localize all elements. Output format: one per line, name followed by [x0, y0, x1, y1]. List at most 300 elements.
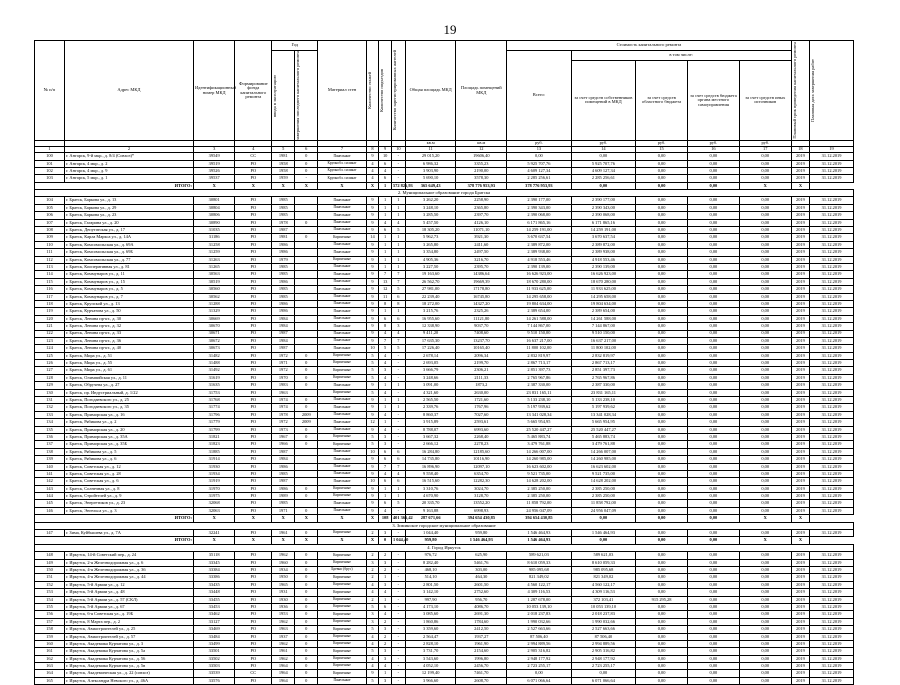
table-cell: 9: [366, 426, 379, 433]
total-cell: X: [791, 515, 809, 522]
table-cell: 0: [295, 655, 318, 662]
table-cell: 5: [391, 227, 405, 234]
table-cell: [295, 204, 318, 211]
table-cell: 0,00: [636, 234, 688, 241]
table-cell: 147: [35, 530, 65, 537]
table-cell: 108: [35, 227, 65, 234]
total-cell: X: [295, 182, 318, 189]
table-cell: 3 543,60: [405, 655, 456, 662]
table-cell: -: [391, 411, 405, 418]
table-cell: 1 990 032,66: [571, 618, 636, 625]
table-cell: 9: [366, 212, 379, 219]
table-cell: 6 071 066,64: [507, 677, 572, 684]
table-row: [35, 360, 854, 367]
table-cell: Панельные: [318, 219, 366, 226]
table-cell: 33503: [193, 663, 234, 670]
table-cell: [295, 249, 318, 256]
table-cell: 2 385 250,00: [507, 485, 572, 492]
table-cell: 31.12.2019: [810, 197, 854, 204]
table-cell: Кирпичные: [318, 367, 366, 374]
header-owners-funds: за счет средств собственников помещений в МКД: [571, 60, 636, 140]
table-cell: 2691,30: [456, 611, 507, 618]
address-cell: г. Иркутск, 5-й Армии ул., д. 12: [64, 581, 193, 588]
table-cell: 0,00: [739, 663, 791, 670]
table-cell: 0,00: [687, 212, 739, 219]
table-cell: 105: [35, 204, 65, 211]
table-cell: РО: [235, 581, 272, 588]
table-cell: 3: [391, 323, 405, 330]
table-cell: 1930: [272, 596, 295, 603]
table-cell: Панельные: [318, 456, 366, 463]
table-cell: Кирпичные: [318, 640, 366, 647]
table-cell: 0,00: [636, 640, 688, 647]
total-cell: X: [272, 182, 295, 189]
table-cell: 1958: [272, 167, 295, 174]
table-row: [35, 404, 854, 411]
table-cell: 9: [366, 153, 379, 160]
table-cell: 0: [295, 611, 318, 618]
table-cell: 1: [391, 234, 405, 241]
table-cell: 0,00: [739, 204, 791, 211]
table-cell: Кирпичные: [318, 596, 366, 603]
table-cell: Панельные: [318, 241, 366, 248]
table-cell: 30801: [193, 197, 234, 204]
table-cell: 136: [35, 433, 65, 440]
table-cell: 2411,60: [456, 241, 507, 248]
table-cell: 1953: [272, 611, 295, 618]
table-cell: 0,00: [636, 382, 688, 389]
table-cell: [295, 286, 318, 293]
table-cell: 0,00: [687, 567, 739, 574]
table-cell: 2 867 713,17: [571, 360, 636, 367]
table-cell: 0,00: [571, 670, 636, 677]
table-cell: 1 990 032,66: [507, 618, 572, 625]
table-cell: 2395,70: [456, 263, 507, 270]
table-cell: 141: [35, 470, 65, 477]
table-cell: 0,00: [687, 530, 739, 537]
table-cell: 0,00: [636, 256, 688, 263]
table-row: [35, 323, 854, 330]
table-cell: 2019: [791, 227, 809, 234]
table-cell: 959,80: [456, 530, 507, 537]
table-cell: Панельные: [318, 153, 366, 160]
table-cell: Кирпичные: [318, 389, 366, 396]
table-cell: 12282,30: [456, 478, 507, 485]
address-cell: г. Братск, Советская ул., д. 28: [64, 470, 193, 477]
table-cell: 0,00: [636, 633, 688, 640]
table-cell: 6: [391, 315, 405, 322]
table-cell: 13: [379, 278, 392, 285]
table-cell: 3: [379, 581, 392, 588]
table-cell: 31.12.2019: [810, 175, 854, 182]
table-cell: 31619: [193, 374, 234, 381]
table-cell: 2019: [791, 345, 809, 352]
table-cell: 0,00: [687, 160, 739, 167]
table-cell: 10: [366, 478, 379, 485]
table-cell: 2019: [791, 204, 809, 211]
table-cell: 0,00: [636, 530, 688, 537]
total-cell: X: [739, 515, 791, 522]
table-cell: 0,00: [636, 448, 688, 455]
table-cell: 2019: [791, 219, 809, 226]
table-cell: 0,00: [636, 278, 688, 285]
table-cell: 31.12.2019: [810, 345, 854, 352]
table-cell: 1963: [272, 389, 295, 396]
table-cell: 139: [35, 456, 65, 463]
table-cell: Панельные: [318, 500, 366, 507]
table-row: [35, 456, 854, 463]
table-cell: 11 800 102,00: [571, 345, 636, 352]
table-cell: 30669: [193, 315, 234, 322]
table-cell: 0,00: [636, 677, 688, 684]
table-cell: 0,00: [739, 611, 791, 618]
table-cell: 0,00: [687, 374, 739, 381]
header-number: № п/п: [35, 41, 65, 141]
header-other-sources: за счет средств иных источников: [739, 60, 791, 140]
table-cell: 0,00: [739, 323, 791, 330]
table-cell: 0,00: [636, 167, 688, 174]
table-cell: 31.12.2019: [810, 293, 854, 300]
table-cell: 110: [35, 241, 65, 248]
table-cell: 31.12.2019: [810, 596, 854, 603]
table-cell: 0,00: [636, 323, 688, 330]
address-cell: г. Братск, Энергетиков ул., д. 23: [64, 500, 193, 507]
table-cell: 2019: [791, 382, 809, 389]
total-cell: X: [295, 515, 318, 522]
column-number: 8: [366, 147, 379, 153]
table-cell: Кирпичные: [318, 655, 366, 662]
table-cell: 7: [391, 271, 405, 278]
table-cell: 2 801,50: [405, 581, 456, 588]
table-cell: 31.12.2019: [810, 367, 854, 374]
table-cell: 0: [295, 640, 318, 647]
header-fund: Формирование фонда капитального ремонта: [235, 41, 272, 141]
table-cell: 30560: [193, 286, 234, 293]
table-cell: Панельные: [318, 463, 366, 470]
table-cell: 1987: [272, 227, 295, 234]
table-cell: 8 788,07: [405, 426, 456, 433]
table-cell: 1: [391, 197, 405, 204]
table-cell: 31482: [193, 352, 234, 359]
address-cell: г. Братск, Обручева ул., д. 27: [64, 382, 193, 389]
header-planned-date: Плановая дата завершения работ: [810, 59, 816, 123]
table-cell: РО: [235, 567, 272, 574]
table-cell: 158: [35, 626, 65, 633]
table-cell: 0,00: [636, 589, 688, 596]
total-cell: X: [318, 537, 366, 544]
table-cell: 14 261 588,00: [571, 315, 636, 322]
table-cell: 0,00: [636, 507, 688, 514]
table-cell: 148: [35, 552, 65, 559]
table-cell: РО: [235, 337, 272, 344]
table-cell: 0: [295, 485, 318, 492]
table-cell: РО: [235, 618, 272, 625]
table-cell: РО: [235, 197, 272, 204]
table-cell: 0,00: [739, 241, 791, 248]
table-cell: 7: [391, 463, 405, 470]
table-row: [35, 345, 854, 352]
table-cell: Панельные: [318, 330, 366, 337]
table-cell: 7: [379, 271, 392, 278]
table-cell: 0,00: [739, 404, 791, 411]
table-cell: 31799: [193, 426, 234, 433]
table-cell: 3 731,70: [405, 648, 456, 655]
table-cell: РО: [235, 175, 272, 182]
table-cell: 2019: [791, 352, 809, 359]
table-cell: -: [391, 167, 405, 174]
table-cell: 1: [391, 308, 405, 315]
table-cell: 0: [295, 360, 318, 367]
table-cell: -: [391, 153, 405, 160]
table-cell: 0,00: [636, 263, 688, 270]
table-cell: 31.12.2019: [810, 300, 854, 307]
table-cell: [295, 315, 318, 322]
table-cell: 7: [379, 463, 392, 470]
table-cell: Панельные: [318, 411, 366, 418]
table-cell: 6 171 865,16: [507, 219, 572, 226]
table-cell: 0,00: [687, 663, 739, 670]
table-cell: 22 239,40: [405, 293, 456, 300]
table-cell: Кирпичные: [318, 530, 366, 537]
table-cell: -: [391, 670, 405, 677]
table-cell: 9: [366, 382, 379, 389]
column-number: 11: [405, 147, 456, 153]
table-cell: 31.12.2019: [810, 559, 854, 566]
table-cell: 39519: [193, 160, 234, 167]
table-cell: 1: [391, 263, 405, 270]
table-cell: 1984: [272, 337, 295, 344]
table-cell: 152: [35, 581, 65, 588]
table-cell: 115: [35, 278, 65, 285]
table-cell: 4 173,10: [405, 603, 456, 610]
table-cell: 30804: [193, 204, 234, 211]
table-cell: 31.12.2019: [810, 212, 854, 219]
table-cell: 0,00: [687, 300, 739, 307]
table-cell: 0,00: [687, 611, 739, 618]
table-cell: 31975: [193, 493, 234, 500]
table-cell: 976,72: [405, 552, 456, 559]
table-row: [35, 433, 854, 440]
table-cell: 16 623 602,00: [507, 463, 572, 470]
header-cost-group: Стоимость капитального ремонта: [507, 41, 792, 51]
table-cell: 0,00: [687, 633, 739, 640]
total-cell: X: [318, 182, 366, 189]
table-cell: 0,00: [739, 552, 791, 559]
table-cell: 0,00: [739, 426, 791, 433]
table-cell: РО: [235, 507, 272, 514]
table-cell: 4: [379, 470, 392, 477]
table-cell: 5: [366, 352, 379, 359]
total-cell: 959,80: [405, 537, 456, 544]
table-cell: 10 053 139,10: [571, 603, 636, 610]
table-cell: 31885: [193, 448, 234, 455]
table-cell: 33502: [193, 655, 234, 662]
table-cell: 11071,10: [456, 227, 507, 234]
table-cell: 39537: [193, 175, 234, 182]
table-cell: 9 411,20: [405, 330, 456, 337]
table-cell: 0,00: [739, 175, 791, 182]
table-cell: 8 610 059,33: [507, 559, 572, 566]
table-cell: 1: [379, 263, 392, 270]
table-cell: 1985: [272, 263, 295, 270]
table-cell: -: [391, 655, 405, 662]
table-cell: 0,00: [687, 204, 739, 211]
total-cell: 0,00: [571, 537, 636, 544]
table-cell: РО: [235, 352, 272, 359]
table-cell: 1: [379, 382, 392, 389]
table-cell: 6: [391, 448, 405, 455]
table-cell: 122: [35, 330, 65, 337]
table-cell: РО: [235, 463, 272, 470]
table-cell: 2019: [791, 293, 809, 300]
table-cell: 1: [379, 204, 392, 211]
table-cell: 31.12.2019: [810, 633, 854, 640]
table-cell: 12 199,40: [405, 670, 456, 677]
total-cell: X: [791, 537, 809, 544]
table-cell: 17178,80: [456, 286, 507, 293]
table-cell: 956,70: [456, 596, 507, 603]
table-cell: 0: [295, 552, 318, 559]
table-cell: Кирпичные: [318, 603, 366, 610]
address-cell: г. Братск, Ленина пр-кт., д. 30: [64, 315, 193, 322]
table-cell: 1974: [272, 404, 295, 411]
table-cell: 1767,96: [456, 404, 507, 411]
table-cell: 0,00: [687, 382, 739, 389]
table-cell: 33384: [193, 567, 234, 574]
table-cell: 821 349,02: [571, 574, 636, 581]
table-cell: 0,00: [739, 397, 791, 404]
table-cell: 6 171 865,16: [571, 219, 636, 226]
table-cell: 33539: [193, 670, 234, 677]
table-cell: 19606,40: [456, 153, 507, 160]
header-total-area: Общая площадь МКД: [405, 41, 456, 141]
address-cell: г. Братск, Курчатова ул., д. 50: [64, 308, 193, 315]
table-cell: [295, 256, 318, 263]
address-cell: г. Братск, Депутатская ул., д. 17: [64, 227, 193, 234]
table-cell: 3 227,50: [405, 263, 456, 270]
table-cell: 1962: [272, 655, 295, 662]
table-cell: 14: [366, 234, 379, 241]
table-cell: 4: [379, 389, 392, 396]
table-cell: 31.12.2019: [810, 648, 854, 655]
table-cell: 31.12.2019: [810, 589, 854, 596]
table-cell: 1971: [272, 507, 295, 514]
header-year-group: Год: [272, 41, 318, 51]
table-cell: 3 670 637,54: [507, 234, 572, 241]
table-cell: Кирпичные: [318, 670, 366, 677]
table-cell: 0,00: [739, 293, 791, 300]
table-cell: 2 018 237,83: [507, 611, 572, 618]
table-cell: 30562: [193, 293, 234, 300]
table-cell: 2 693,05: [405, 360, 456, 367]
table-cell: 18 305,20: [405, 227, 456, 234]
table-cell: 2019: [791, 552, 809, 559]
table-cell: 1: [391, 249, 405, 256]
table-cell: 23 831 165,11: [507, 389, 572, 396]
table-cell: 1966: [272, 441, 295, 448]
table-cell: 11121,80: [456, 315, 507, 322]
table-cell: 1 044,40: [405, 530, 456, 537]
table-cell: 0,00: [739, 234, 791, 241]
table-cell: 0: [295, 219, 318, 226]
table-cell: 0: [295, 441, 318, 448]
address-cell: г. Братск, Мира ул., д. 55: [64, 360, 193, 367]
table-cell: РО: [235, 212, 272, 219]
table-cell: 0: [295, 167, 318, 174]
table-cell: 3: [366, 618, 379, 625]
table-cell: 6: [379, 175, 392, 182]
table-cell: 14 628 202,00: [507, 478, 572, 485]
table-row: [35, 507, 854, 514]
column-number: 17: [739, 147, 791, 153]
table-cell: РО: [235, 655, 272, 662]
total-cell: 1 044,40: [392, 537, 409, 543]
table-cell: 31.12.2019: [810, 278, 854, 285]
table-cell: 4086,70: [456, 603, 507, 610]
table-cell: Панельные: [318, 308, 366, 315]
table-cell: 31.12.2019: [810, 507, 854, 514]
table-cell: 464,30: [456, 574, 507, 581]
table-cell: 0,00: [739, 581, 791, 588]
table-cell: РО: [235, 167, 272, 174]
header-cost-total: Всего:: [507, 51, 572, 141]
table-cell: 0,00: [687, 271, 739, 278]
table-cell: 0,00: [739, 249, 791, 256]
table-row: [35, 559, 854, 566]
table-cell: 0,00: [739, 485, 791, 492]
table-cell: 2258,90: [456, 197, 507, 204]
table-cell: 31.12.2019: [810, 323, 854, 330]
table-cell: 16 284,80: [405, 448, 456, 455]
table-cell: 0,00: [739, 382, 791, 389]
table-cell: 0,00: [687, 448, 739, 455]
table-cell: 6 986,32: [405, 160, 456, 167]
table-cell: 31753: [193, 389, 234, 396]
table-cell: Панельные: [318, 249, 366, 256]
table-cell: Крупнобл. силикат: [318, 160, 366, 167]
table-cell: Кирпичные: [318, 589, 366, 596]
table-cell: [295, 293, 318, 300]
table-cell: 2190,00: [456, 167, 507, 174]
total-cell: 1 546 464,93: [507, 537, 572, 544]
table-cell: 145: [35, 500, 65, 507]
table-cell: 126: [35, 360, 65, 367]
table-cell: 31.12.2019: [810, 337, 854, 344]
table-cell: 35118: [193, 552, 234, 559]
table-cell: 25 520 447,27: [571, 426, 636, 433]
table-cell: 5 665 954,95: [571, 419, 636, 426]
table-cell: [295, 308, 318, 315]
table-cell: [295, 271, 318, 278]
table-cell: Кирпичные: [318, 633, 366, 640]
table-cell: 0: [295, 433, 318, 440]
table-cell: 0: [295, 596, 318, 603]
table-cell: -: [391, 633, 405, 640]
table-cell: 0,00: [636, 655, 688, 662]
table-cell: 12: [379, 286, 392, 293]
table-cell: 2019: [791, 670, 809, 677]
table-cell: 2 851 397,73: [571, 367, 636, 374]
column-number: 13: [507, 147, 572, 153]
table-cell: -: [295, 175, 318, 182]
table-cell: 31.12.2019: [810, 611, 854, 618]
table-row: [35, 234, 854, 241]
table-cell: 1964: [272, 670, 295, 677]
table-cell: Кирпичные: [318, 374, 366, 381]
total-cell: X: [272, 515, 295, 522]
table-cell: 1986: [272, 485, 295, 492]
table-cell: 31.12.2019: [810, 219, 854, 226]
